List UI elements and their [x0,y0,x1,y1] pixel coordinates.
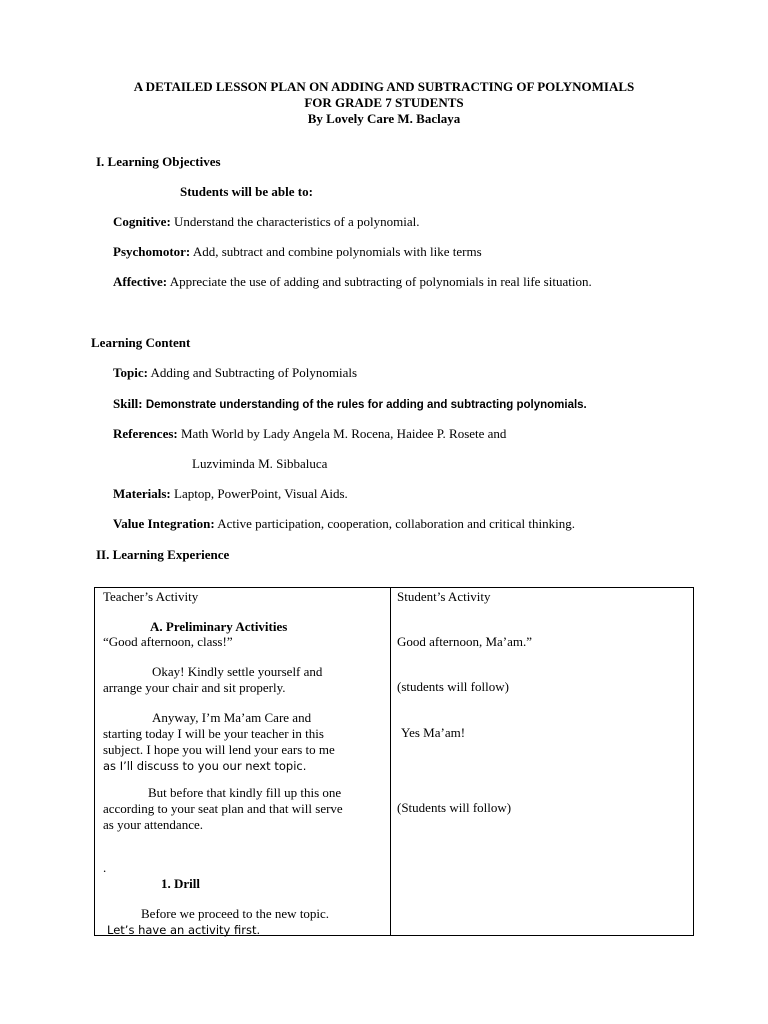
objectives-intro: Students will be able to: [180,184,313,199]
experience-heading: II. Learning Experience [96,547,230,562]
content-topic [113,365,357,381]
references-continued: Luzviminda M. Sibbaluca [192,456,328,471]
intro-line-3: subject. I hope you will lend your ears to me [103,742,335,757]
drill-heading: 1. Drill [161,876,200,891]
value-label: Value Integration: [113,516,215,531]
topic-label: Topic: [113,365,148,380]
content-materials [113,486,348,502]
skill-text: Demonstrate understanding of the rules for adding and subtracting polynomials. [145,399,587,411]
title-line-2: FOR GRADE 7 STUDENTS [304,95,464,110]
author-line: By Lovely Care M. Baclaya [307,111,461,126]
teacher-attendance [103,785,383,833]
attendance-line-1: But before that kindly fill up this one [148,785,342,800]
materials-label: Materials: [113,486,171,501]
value-text: Active participation, cooperation, collaboration and critical thinking. [217,516,576,531]
references-label: References: [113,426,178,441]
affective-label: Affective: [113,274,168,289]
cognitive-label: Cognitive: [113,214,171,229]
preliminary-activities-heading: A. Preliminary Activities [150,619,288,634]
psychomotor-label: Psychomotor: [113,244,191,259]
attendance-line-2: according to your seat plan and that will serve [103,801,343,816]
drill-line-2: Let’s have an activity first. [107,923,261,937]
intro-line-2: starting today I will be your teacher in this [103,726,324,741]
title-line-1: A DETAILED LESSON PLAN ON ADDING AND SUBTRACTING OF POLYNOMIALS [133,79,635,94]
objectives-heading: I. Learning Objectives [96,154,221,169]
content-value-integration [113,516,575,532]
objective-affective [113,274,592,290]
student-activity-header: Student’s Activity [397,589,491,604]
student-greeting-reply: Good afternoon, Ma’am.” [397,634,533,649]
teacher-settle [103,664,383,696]
document-title [0,79,768,127]
activity-table [94,587,694,936]
references-text: Math World by Lady Angela M. Rocena, Haidee P. Rosete and [180,426,507,441]
affective-text: Appreciate the use of adding and subtracting of polynomials in real life situation. [169,274,592,289]
student-settle-reply: (students will follow) [397,679,509,694]
stray-dot: . [103,860,107,875]
teacher-greeting: “Good afternoon, class!” [103,634,233,649]
materials-text: Laptop, PowerPoint, Visual Aids. [174,486,348,501]
column-divider [390,588,391,935]
teacher-activity-header: Teacher’s Activity [103,589,199,604]
student-attendance-reply: (Students will follow) [397,800,512,815]
skill-label: Skill: [113,396,143,411]
content-skill [113,396,587,412]
settle-line-1: Okay! Kindly settle yourself and [152,664,323,679]
psychomotor-text: Add, subtract and combine polynomials with like terms [192,244,482,259]
content-references [113,426,506,442]
intro-line-4: as I’ll discuss to you our next topic. [103,759,307,773]
topic-text: Adding and Subtracting of Polynomials [150,365,358,380]
intro-line-1: Anyway, I’m Ma’am Care and [152,710,312,725]
teacher-introduction [103,710,383,774]
drill-line-1: Before we proceed to the new topic. [141,906,330,921]
student-intro-reply: Yes Ma’am! [401,725,466,740]
cognitive-text: Understand the characteristics of a polynomial. [174,214,420,229]
settle-line-2: arrange your chair and sit properly. [103,680,286,695]
content-heading: Learning Content [91,335,191,350]
objective-cognitive [113,214,420,230]
attendance-line-3: as your attendance. [103,817,203,832]
objective-psychomotor [113,244,482,260]
teacher-drill [103,906,383,938]
